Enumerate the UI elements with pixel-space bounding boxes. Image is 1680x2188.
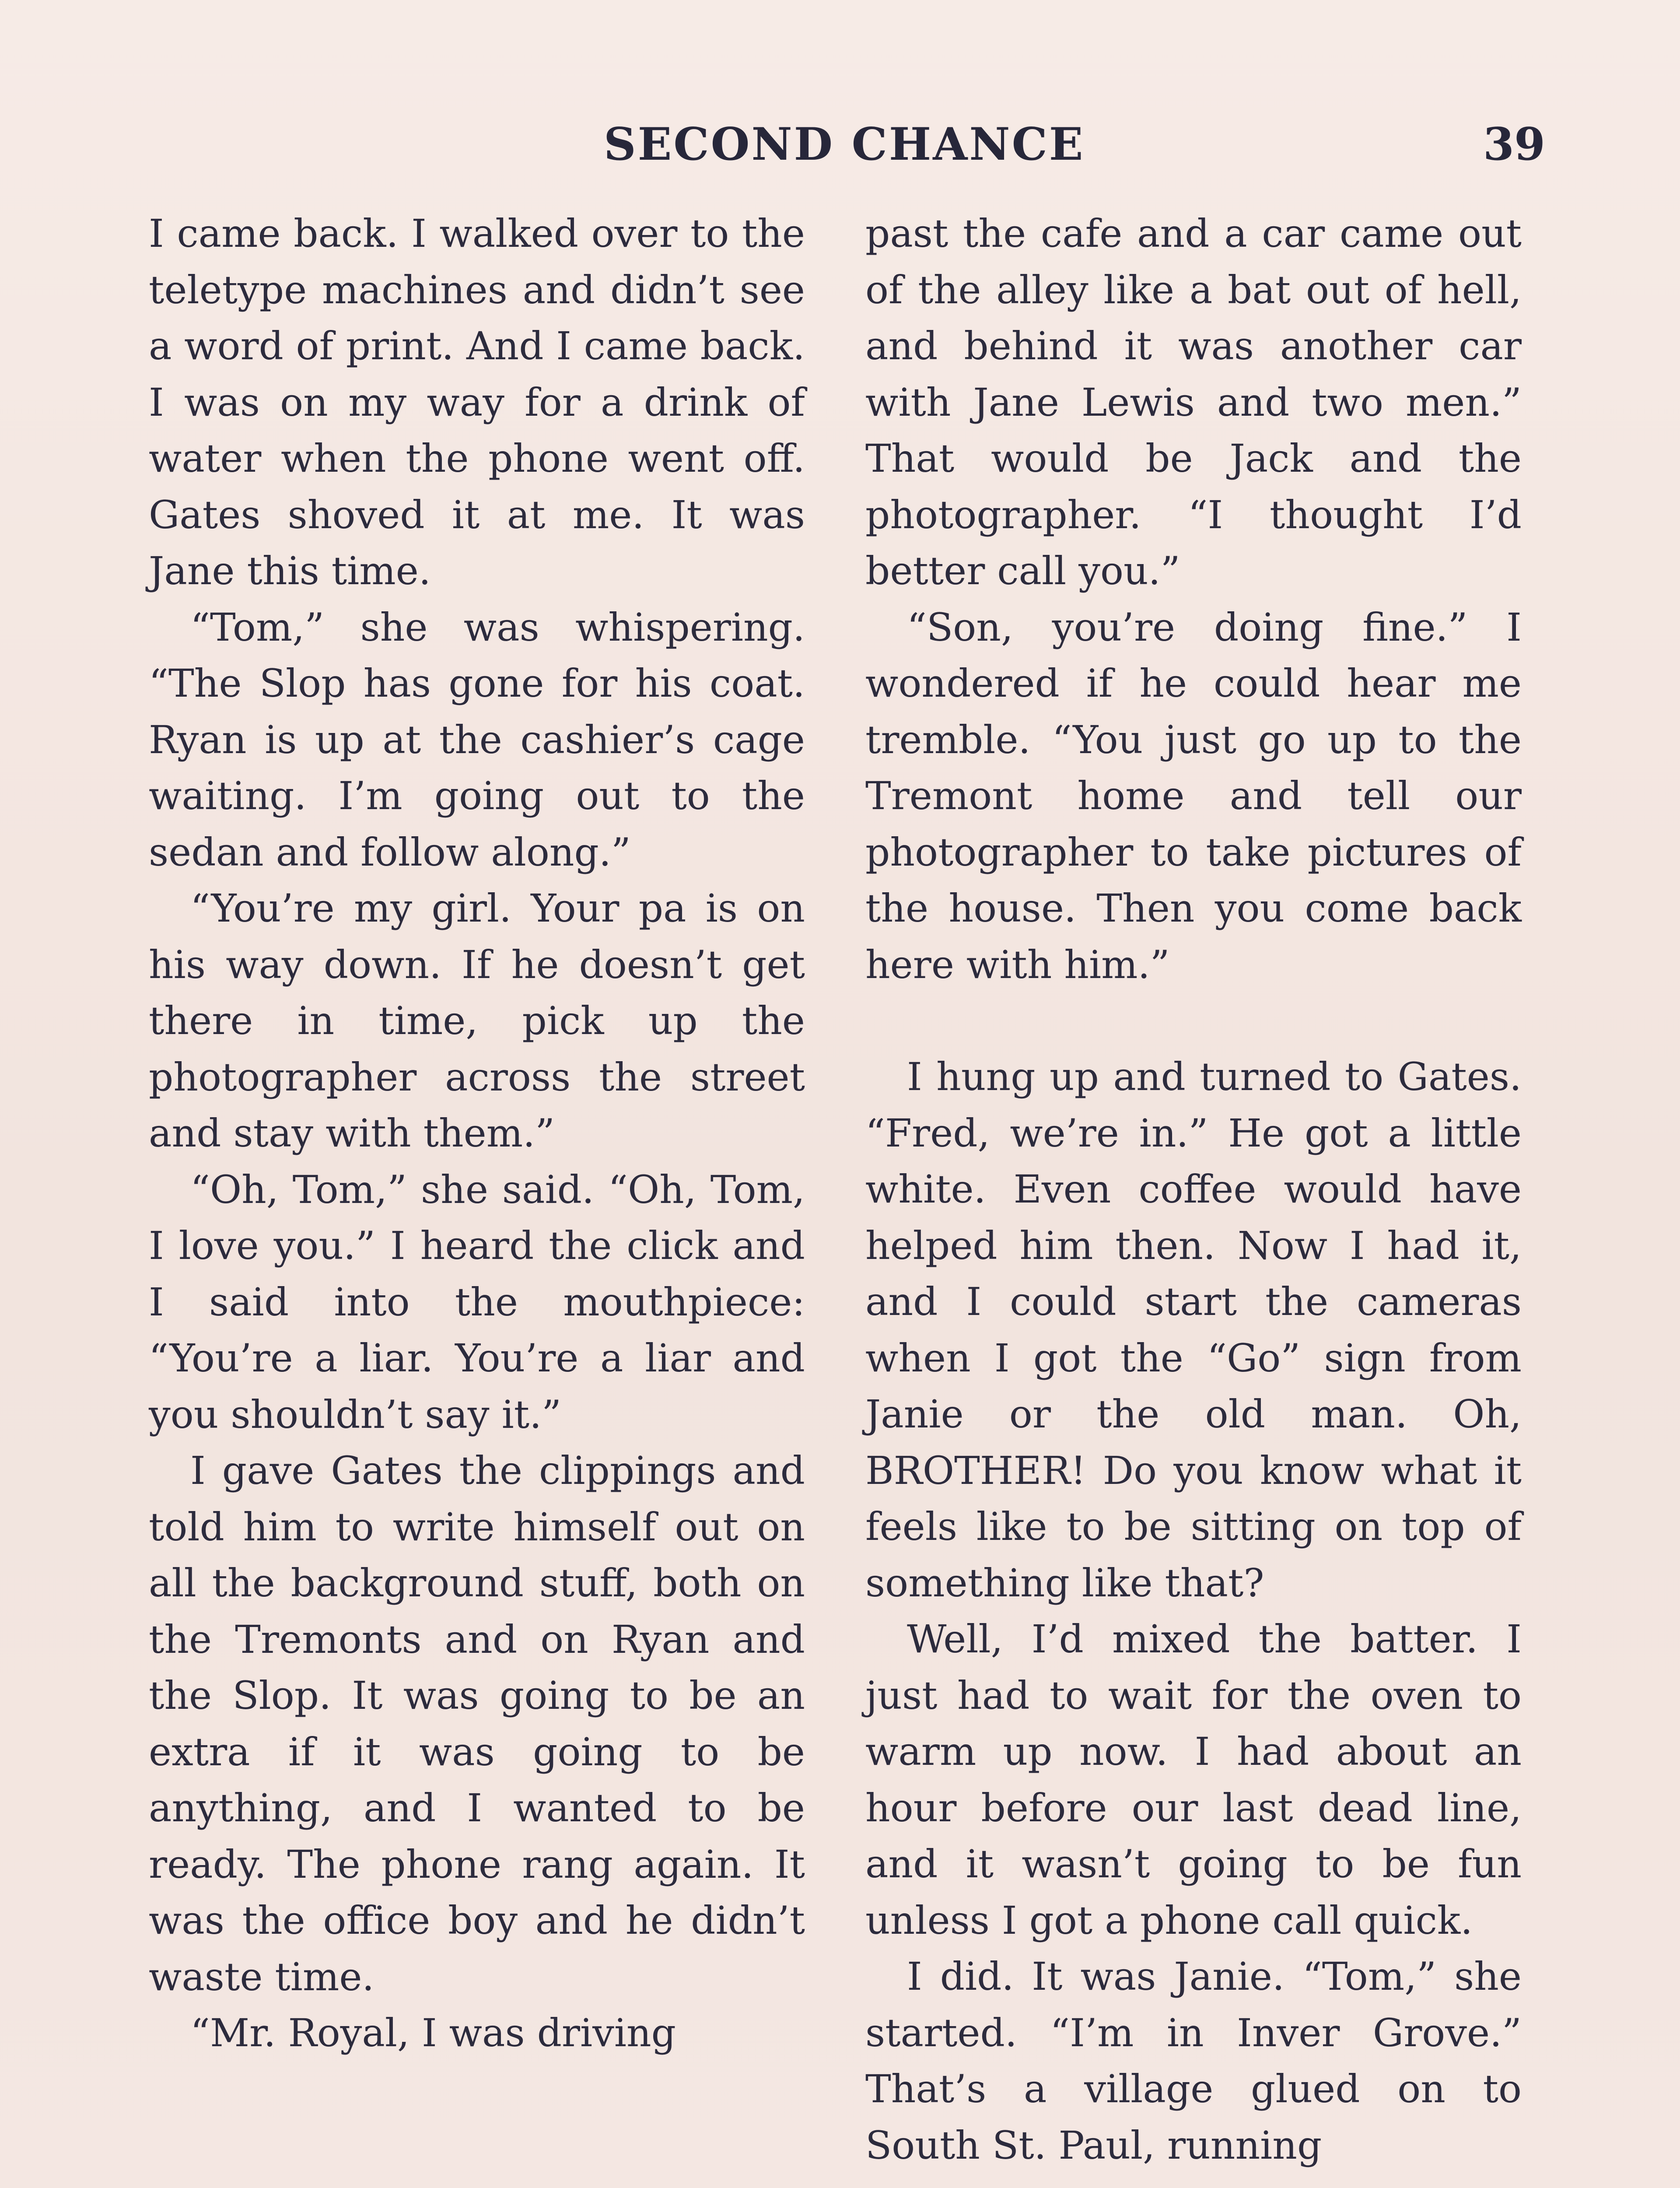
- paragraph: I hung up and turned to Gates. “Fred, we’re in.” He got a little white. Even coffee would have helped him then. Now I had it, and I could start the cameras when I got the “Go” sign from Janie or the old man. Oh, BROTHER! Do you know what it feels like to be sitting on top of something like that?: [865, 1054, 1522, 1606]
- paragraph: “Oh, Tom,” she said. “Oh, Tom, I love you.” I heard the click and I said into the mouthpiece: “You’re a liar. You’re a liar and you shouldn’t say it.”: [149, 1167, 805, 1437]
- paragraph: “Son, you’re doing fine.” I wondered if he could hear me tremble. “You just go up to the Tremont home and tell our photographer to take pictures of the house. Then you come back here with him.”: [865, 604, 1522, 987]
- paragraph: I came back. I walked over to the teletype machines and didn’t see a word of print. And I came back. I was on my way for a drink of water when the phone went off. Gates shoved it at me. It was Jane this time.: [149, 211, 805, 593]
- right-column: [865, 206, 1522, 2174]
- page-header: [0, 118, 1680, 184]
- running-title: SECOND CHANCE: [604, 118, 1085, 171]
- paragraph: past the cafe and a car came out of the alley like a bat out of hell, and behind it was another car with Jane Lewis and two men.” That would be Jack and the photographer. “I thought I’d better call you.”: [865, 211, 1522, 593]
- left-column: [149, 206, 805, 2062]
- paragraph: Well, I’d mixed the batter. I just had to wait for the oven to warm up now. I had about an hour before our last dead line, and it wasn’t going to be fun unless I got a phone call quick.: [865, 1616, 1522, 1943]
- section-break: [865, 993, 1522, 1049]
- paragraph: I did. It was Janie. “Tom,” she started. “I’m in Inver Grove.” That’s a village glued on to South St. Paul, running: [865, 1954, 1522, 2168]
- paragraph: “Tom,” she was whispering. “The Slop has gone for his coat. Ryan is up at the cashier’s cage waiting. I’m going out to the sedan and follow along.”: [149, 604, 805, 875]
- paragraph: “You’re my girl. Your pa is on his way down. If he doesn’t get there in time, pick up the photographer across the street and stay with them.”: [149, 886, 805, 1156]
- paragraph: I gave Gates the clippings and told him to write himself out on all the background stuff, both on the Tremonts and on Ryan and the Slop. It was going to be an extra if it was going to be anything, and I wanted to be ready. The phone rang again. It was the office boy and he didn’t waste time.: [149, 1448, 805, 1999]
- paragraph: “Mr. Royal, I was driving: [190, 2010, 676, 2055]
- page-number: 39: [1483, 118, 1545, 171]
